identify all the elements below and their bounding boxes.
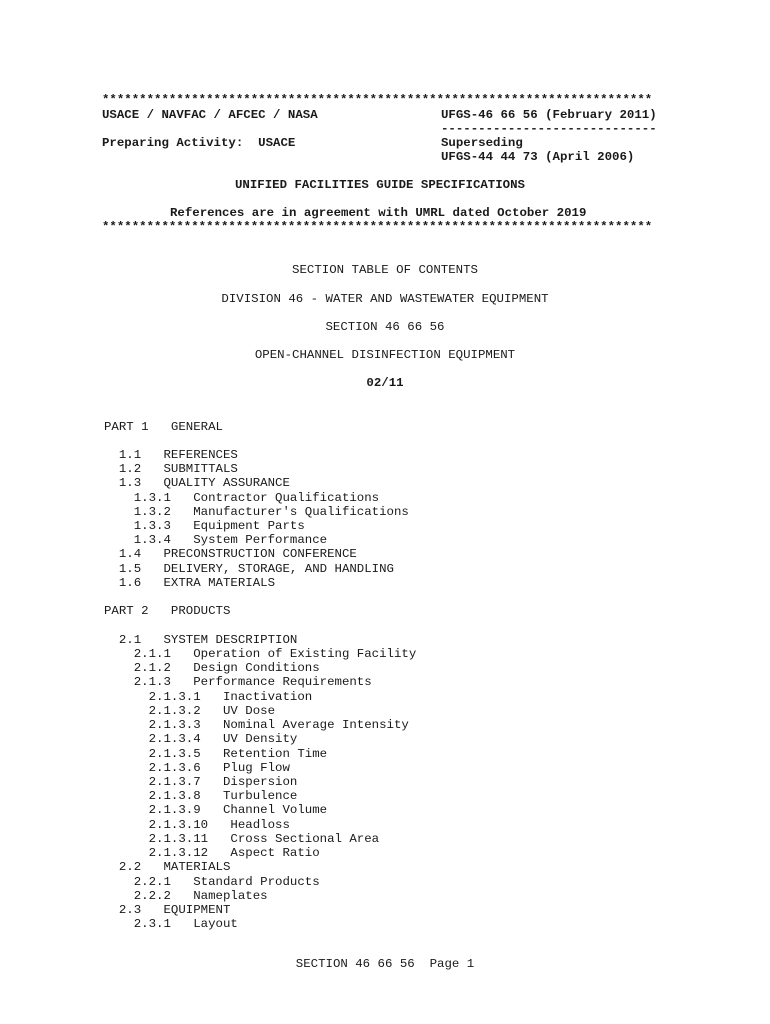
toc-line: 2.3 EQUIPMENT <box>104 903 231 917</box>
header-ufgs-number: UFGS-46 66 56 (February 2011) <box>441 108 657 122</box>
toc-line: PART 2 PRODUCTS <box>104 604 231 618</box>
toc-line: 1.2 SUBMITTALS <box>104 462 238 476</box>
toc-line: 1.5 DELIVERY, STORAGE, AND HANDLING <box>104 562 394 576</box>
toc-line: 1.3.3 Equipment Parts <box>104 519 305 533</box>
toc-line: 1.3.1 Contractor Qualifications <box>104 491 380 505</box>
header-unified-title: UNIFIED FACILITIES GUIDE SPECIFICATIONS <box>235 178 525 192</box>
toc-title: SECTION TABLE OF CONTENTS <box>292 263 478 277</box>
section-number: SECTION 46 66 56 <box>325 320 445 334</box>
toc-line: 1.3.2 Manufacturer's Qualifications <box>104 505 409 519</box>
header-superseded-spec: UFGS-44 44 73 (April 2006) <box>441 150 635 164</box>
toc-line: 2.1.3.8 Turbulence <box>104 789 298 803</box>
toc-line: PART 1 GENERAL <box>104 420 223 434</box>
toc-line: 2.1.2 Design Conditions <box>104 661 320 675</box>
toc-line: 1.1 REFERENCES <box>104 448 238 462</box>
toc-line: 2.1.3.6 Plug Flow <box>104 761 290 775</box>
toc-line: 1.3 QUALITY ASSURANCE <box>104 476 290 490</box>
toc-line: 2.1.3.2 UV Dose <box>104 704 276 718</box>
toc-line: 1.3.4 System Performance <box>104 533 328 547</box>
toc-line: 2.1.3.7 Dispersion <box>104 775 298 789</box>
header-dashes: ----------------------------- <box>441 122 657 136</box>
toc-line: 2.1.1 Operation of Existing Facility <box>104 647 417 661</box>
toc-line: 2.1.3.5 Retention Time <box>104 747 328 761</box>
toc-line: 2.2.2 Nameplates <box>104 889 268 903</box>
toc-line: 2.1.3 Performance Requirements <box>104 675 372 689</box>
toc-line: 2.2.1 Standard Products <box>104 875 320 889</box>
section-date: 02/11 <box>366 376 404 390</box>
header-stars-top: ************************************************************************** <box>102 93 653 107</box>
toc-line: 2.1.3.11 Cross Sectional Area <box>104 832 380 846</box>
toc-line: 2.1.3.10 Headloss <box>104 818 290 832</box>
toc-line: 1.6 EXTRA MATERIALS <box>104 576 276 590</box>
toc-line: 2.1.3.4 UV Density <box>104 732 298 746</box>
page-footer: SECTION 46 66 56 Page 1 <box>295 957 475 971</box>
division-title: DIVISION 46 - WATER AND WASTEWATER EQUIPMENT <box>221 292 549 306</box>
header-preparing-activity: Preparing Activity: USACE <box>102 136 296 150</box>
header-superseding: Superseding <box>441 136 523 150</box>
toc-line: 2.1 SYSTEM DESCRIPTION <box>104 633 298 647</box>
toc-line: 2.1.3.12 Aspect Ratio <box>104 846 320 860</box>
toc-line: 2.3.1 Layout <box>104 917 238 931</box>
header-stars-bottom: ************************************************************************** <box>102 220 653 234</box>
toc-line: 1.4 PRECONSTRUCTION CONFERENCE <box>104 547 357 561</box>
header-references-note: References are in agreement with UMRL dated October 2019 <box>170 206 587 220</box>
section-name: OPEN-CHANNEL DISINFECTION EQUIPMENT <box>254 348 516 362</box>
toc-line: 2.1.3.9 Channel Volume <box>104 803 328 817</box>
toc-line: 2.2 MATERIALS <box>104 860 231 874</box>
header-agencies: USACE / NAVFAC / AFCEC / NASA <box>102 108 318 122</box>
toc-line: 2.1.3.3 Nominal Average Intensity <box>104 718 409 732</box>
toc-line: 2.1.3.1 Inactivation <box>104 690 313 704</box>
